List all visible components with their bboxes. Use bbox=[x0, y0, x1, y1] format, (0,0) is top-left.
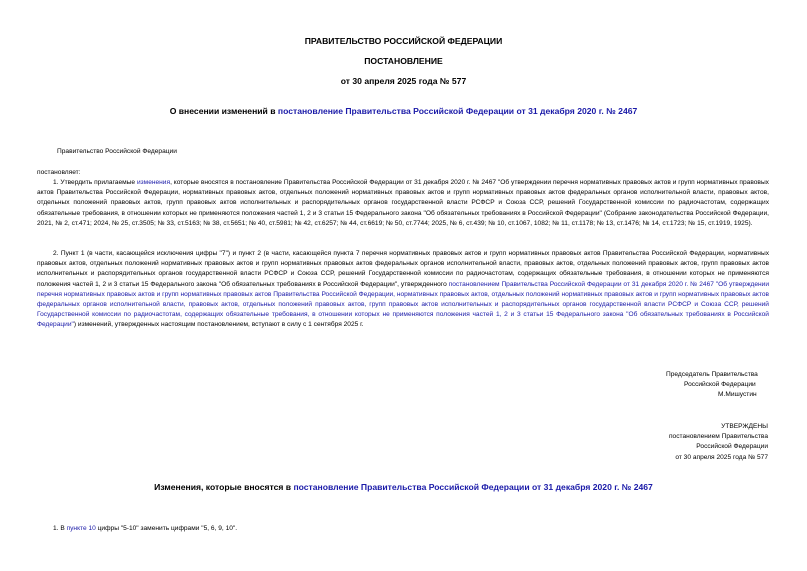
document-title-prefix: О внесении изменений в bbox=[169, 106, 278, 116]
approval-label: УТВЕРЖДЕНЫ bbox=[721, 423, 768, 430]
paragraph-1-link[interactable]: изменения bbox=[136, 179, 171, 186]
paragraph-2-start: 2. Пункт 1 (в части, касающейся исключения цифры "7") и пункт 2 (в части, касающейся пункта 7 перечня нормативных правовых актов и групп нормативных правовых актов Правительства Российской Федерации, нормативных правовых актов, отдельных положений нормативных правовых актов и групп нормативных правовых актов федеральных органов исполнительной власти, правовых актов, отдельных положений правовых актов, групп правовых актов исполнительных и распорядительных органов государственной власти РСФСР и Союза ССР, решений Государственной комиссии по радиочастотам, содержащих обязательные требования, в отношении которых не применяются положения частей 1, 2 и 3 статьи 15 Федерального закона "Об обязательных требованиях в Российской Федерации", утвержденного bbox=[37, 250, 769, 288]
signature-position: Председатель Правительства bbox=[666, 371, 758, 378]
paragraph-1-start: 1. Утвердить прилагаемые bbox=[53, 179, 137, 186]
document-type: ПОСТАНОВЛЕНИЕ bbox=[364, 56, 443, 66]
approval-block bbox=[658, 422, 768, 463]
annex-item-1-rest: цифры "5-10" заменить цифрами "5, 6, 9, 10". bbox=[95, 525, 238, 532]
approval-date: от 30 апреля 2025 года № 577 bbox=[675, 453, 768, 461]
annex-item-1-link[interactable]: пункте 10 bbox=[66, 525, 96, 532]
paragraph-2-rest: ) изменений, утвержденных настоящим постановлением, вступают в силу с 1 сентября 2025 г. bbox=[73, 321, 364, 329]
signature-country: Российской Федерации bbox=[684, 381, 756, 389]
annex-item-1-start: 1. В bbox=[53, 525, 67, 532]
paragraph-2-link[interactable]: постановлением Правительства Российской Федерации от 31 декабря 2020 г. № 2467 "Об утверждении перечня нормативных правовых актов и групп нормативных правовых актов Правительства Российской Федерации, нормативных правовых актов, отдельных положений нормативных правовых актов и групп нормативных правовых актов федеральных органов исполнительной власти, правовых актов, отдельных положений правовых актов, групп правовых актов исполнительных и распорядительных органов государственной власти РСФСР и Союза ССР, решений Государственной комиссии по радиочастотам, содержащих обязательные требования, в отношении которых не применяются положения частей 1, 2 и 3 статьи 15 Федерального закона "Об обязательных требованиях в Российской Федерации" bbox=[37, 280, 769, 329]
approval-by: постановлением Правительства bbox=[668, 433, 768, 441]
paragraph-1-rest: , которые вносятся в постановление Правительства Российской Федерации от 31 декабря 2020 г. № 2467 "Об утверждении перечня нормативных правовых актов и групп нормативных правовых актов Правительства Российской Федерации, нормативных правовых актов, отдельных положений нормативных правовых актов и групп нормативных правовых актов федеральных органов исполнительной власти, правовых актов, отдельных положений правовых актов, групп правовых актов исполнительных и распорядительных органов государственной власти РСФСР и Союза ССР, решений Государственной комиссии по радиочастотам, содержащих обязательные требования, в отношении которых не применяются положения частей 1, 2 и 3 статьи 15 Федерального закона "Об обязательных требованиях в Российской Федерации" (Собрание законодательства Российской Федерации, 2021, № 2, ст.471; 2024, № 25, ст.3505; № 33, ст.5163; № 38, ст.5651; № 40, ст.5981; № 42, ст.6257; № 44, ст.6619; № 50, ст.7744; 2025, № 6, ст.439; № 10, ст.1067, 1082; № 11, ст.1178; № 13, ст.1476; № 14, ст.1723; № 15, ст.1919, 1925). bbox=[37, 179, 769, 227]
document-date-number: от 30 апреля 2025 года № 577 bbox=[340, 76, 467, 86]
annex-title bbox=[0, 482, 807, 492]
signature-block bbox=[666, 370, 758, 401]
annex-title-link[interactable]: постановление Правительства Российской Федерации от 31 декабря 2020 г. № 2467 bbox=[293, 482, 653, 492]
document-title bbox=[0, 106, 807, 116]
approval-country: Российской Федерации bbox=[696, 443, 768, 451]
annex-title-prefix: Изменения, которые вносятся в bbox=[154, 482, 294, 492]
paragraph-1 bbox=[37, 178, 769, 229]
government-heading: ПРАВИТЕЛЬСТВО РОССИЙСКОЙ ФЕДЕРАЦИИ bbox=[304, 36, 503, 46]
intro-text: Правительство Российской Федерации bbox=[57, 148, 177, 155]
document-title-link[interactable]: постановление Правительства Российской Федерации от 31 декабря 2020 г. № 2467 bbox=[277, 106, 638, 116]
paragraph-2 bbox=[37, 249, 769, 331]
signature-name: М.Мишустин bbox=[718, 391, 757, 399]
annex-item-1 bbox=[53, 524, 237, 534]
decides-text: постановляет: bbox=[37, 169, 81, 176]
